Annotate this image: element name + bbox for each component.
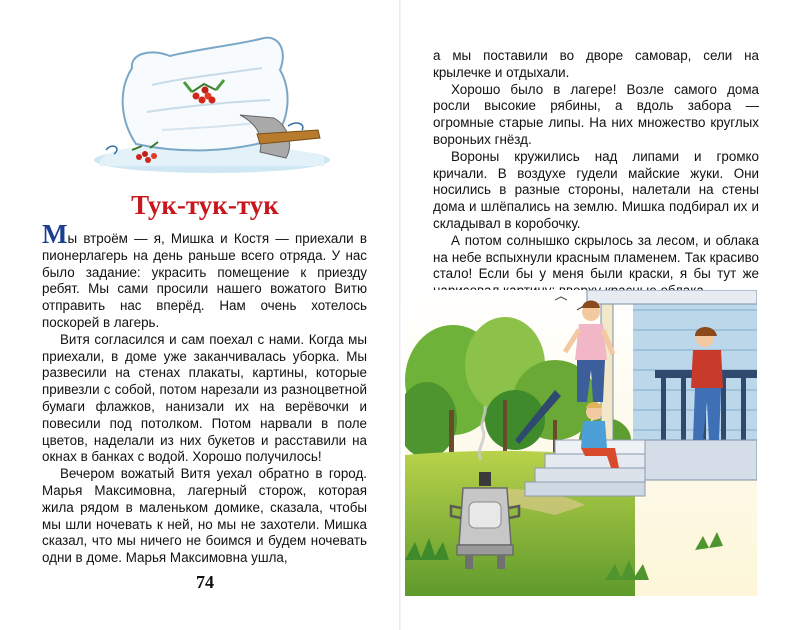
paragraph: А потом солнышко скрылось за лесом, и облака на небе вспыхнули красным пламенем. Так красиво стало! Если бы у меня были краски, я бы тут же [433,232,759,282]
paragraph: Витя согласился и сам поехал с нами. Когда мы приехали, в доме уже заканчивалась уборка. Мы развесили на стенах плакаты, картины, которые привезли с собой, потом нарезали из разноцветной бумаги флажков, нанизали их на верёвочки и повесили под потолком. Потом нарвали в поле цветов, наделали из них букетов и расставили на окнах в банках с водой. Хорошо получилось! [42,331,367,465]
paragraph: Хорошо было в лагере! Возле самого дома росли высокие рябины, а вдоль забора — огромные старые липы. На них множество круглых вороньих гнёзд. [433,81,759,147]
book-spine [399,0,401,630]
drop-cap: М [42,219,68,249]
chapter-title: Тук-тук-тук [131,190,279,220]
paragraph: Вечером вожатый Витя уехал обратно в город. Марья Максимовна, лагерный сторож, которая жила рядом в маленьком домике, сказала, чтобы мы шли ночевать к ней, но мы не захотели. Мишка сказал, что мы ничего не боимся и будем ночевать одни в доме. Марья Максимовна ушла, [42,466,367,566]
porch-illustration [405,290,757,596]
page-number: 74 [196,572,214,592]
paragraph: Вороны кружились над липами и громко кричали. В воздухе гудели майские жуки. Они носились в разные стороны, налетали на стены дома и шлёпались на землю. Мишка подбирал их и складывал в коробочку. [433,148,759,231]
paragraph: а мы поставили во дворе самовар, сели на крылечке и отдыхали. [433,48,759,80]
left-page-text [42,219,367,567]
first-paragraph-text: ы втроём — я, Мишка и Костя — приехали в пионерлагерь на день раньше всего отряда. У нас было задание: украсить помещение к приезду ребят. Мы сами просили нашего вожатого Витю отправить нас вперёд. Нам очень хотелось поскорей в лагерь. [42,231,367,330]
right-page-text [433,48,759,300]
pillow-illustration [92,30,332,175]
paragraph [42,219,367,332]
